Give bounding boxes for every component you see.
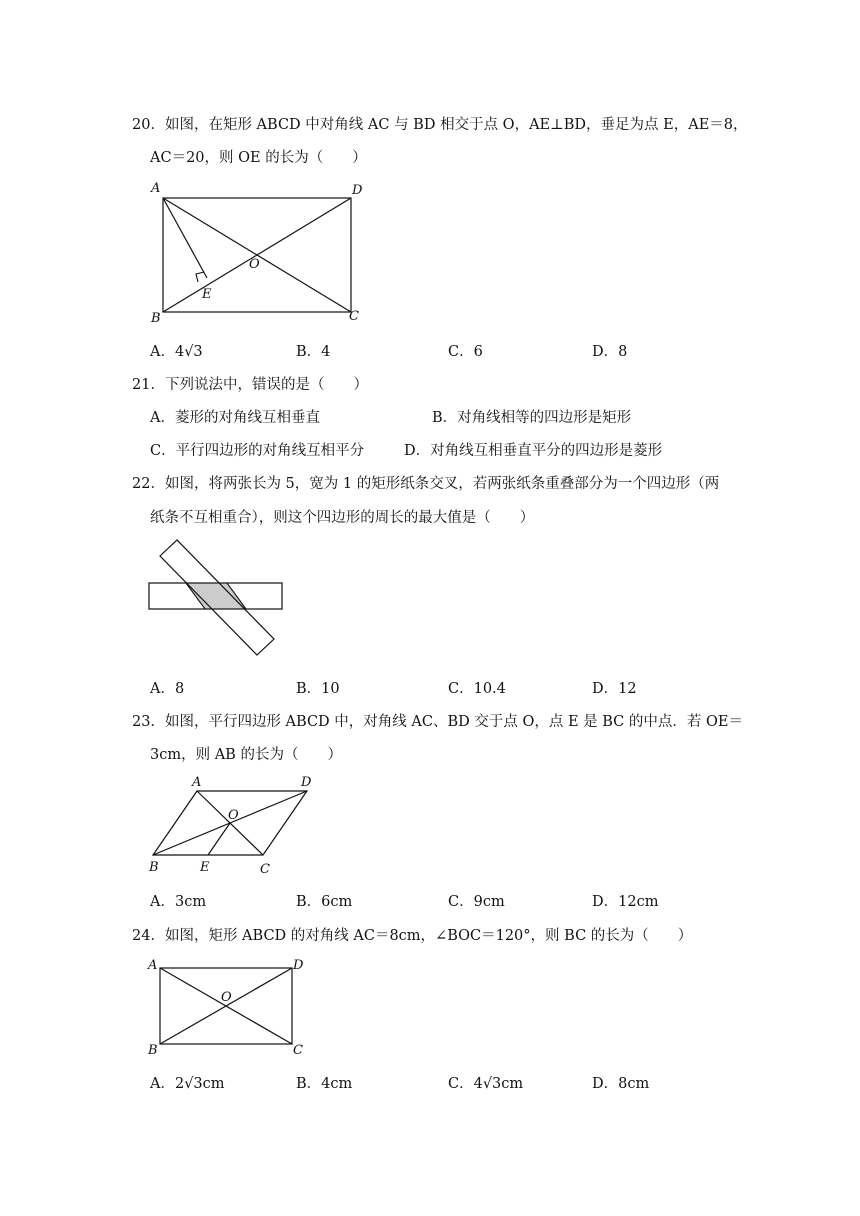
q20-right-angle-mark bbox=[196, 272, 204, 282]
q24-option-d: D．8cm bbox=[592, 1076, 650, 1092]
q24-option-a: A．2√3cm bbox=[150, 1076, 225, 1092]
q24-label-c: C bbox=[293, 1043, 303, 1058]
q23-stem-line1: 23．如图，平行四边形 ABCD 中，对角线 AC、BD 交于点 O，点 E 是 BC 的中点．若 OE＝ bbox=[132, 714, 743, 730]
q21-stem: 21．下列说法中，错误的是（ ） bbox=[132, 377, 368, 393]
q20-label-b: B bbox=[151, 311, 161, 326]
q23-label-o: O bbox=[228, 808, 239, 823]
q22-stem-line1: 22．如图，将两张长为 5，宽为 1 的矩形纸条交叉，若两张纸条重叠部分为一个四边形（两 bbox=[132, 476, 720, 492]
q23-label-d: D bbox=[301, 775, 312, 790]
q20-option-d: D．8 bbox=[592, 344, 628, 360]
q22-overlap-shaded bbox=[186, 583, 246, 609]
q20-label-c: C bbox=[349, 309, 359, 324]
q23-option-a: A．3cm bbox=[150, 894, 207, 910]
q22-option-b: B．10 bbox=[296, 681, 340, 697]
q24-label-a: A bbox=[148, 958, 158, 973]
q24-stem: 24．如图，矩形 ABCD 的对角线 AC＝8cm，∠BOC＝120°，则 BC 的长为（ ） bbox=[132, 928, 693, 944]
q24-label-b: B bbox=[148, 1043, 158, 1058]
q23-stem-line2: 3cm，则 AB 的长为（ ） bbox=[150, 747, 342, 763]
q20-label-d: D bbox=[352, 183, 363, 198]
q20-stem-line1: 20．如图，在矩形 ABCD 中对角线 AC 与 BD 相交于点 O，AE⊥BD，垂足为点 E，AE＝8， bbox=[132, 117, 748, 133]
q20-option-a: A．4√3 bbox=[150, 344, 203, 360]
q20-option-c: C．6 bbox=[448, 344, 483, 360]
q23-figure bbox=[145, 772, 325, 882]
q22-option-d: D．12 bbox=[592, 681, 637, 697]
q23-option-d: D．12cm bbox=[592, 894, 659, 910]
q20-option-b: B．4 bbox=[296, 344, 331, 360]
q24-option-c: C．4√3cm bbox=[448, 1076, 524, 1092]
q20-segment-ae bbox=[163, 198, 207, 278]
q21-option-d: D．对角线互相垂直平分的四边形是菱形 bbox=[404, 443, 663, 459]
q22-stem-line2: 纸条不互相重合），则这个四边形的周长的最大值是（ ） bbox=[150, 510, 535, 526]
q21-option-c: C．平行四边形的对角线互相平分 bbox=[150, 443, 365, 459]
q24-figure bbox=[145, 954, 315, 1059]
q23-option-c: C．9cm bbox=[448, 894, 505, 910]
q20-stem-line2: AC＝20，则 OE 的长为（ ） bbox=[150, 150, 367, 166]
q23-option-b: B．6cm bbox=[296, 894, 353, 910]
q20-label-a: A bbox=[151, 181, 161, 196]
q23-label-c: C bbox=[260, 862, 270, 877]
q23-label-e: E bbox=[200, 860, 210, 875]
q23-label-b: B bbox=[149, 860, 159, 875]
q20-label-o: O bbox=[249, 257, 260, 272]
q22-option-a: A．8 bbox=[150, 681, 185, 697]
q24-label-o: O bbox=[221, 990, 232, 1005]
q20-figure bbox=[145, 178, 385, 328]
q20-label-e: E bbox=[202, 287, 212, 302]
q24-label-d: D bbox=[293, 958, 304, 973]
q24-option-b: B．4cm bbox=[296, 1076, 353, 1092]
q22-figure bbox=[145, 535, 285, 660]
q21-option-b: B．对角线相等的四边形是矩形 bbox=[432, 410, 632, 426]
q23-label-a: A bbox=[192, 775, 202, 790]
q22-option-c: C．10.4 bbox=[448, 681, 506, 697]
q21-option-a: A．菱形的对角线互相垂直 bbox=[150, 410, 320, 426]
